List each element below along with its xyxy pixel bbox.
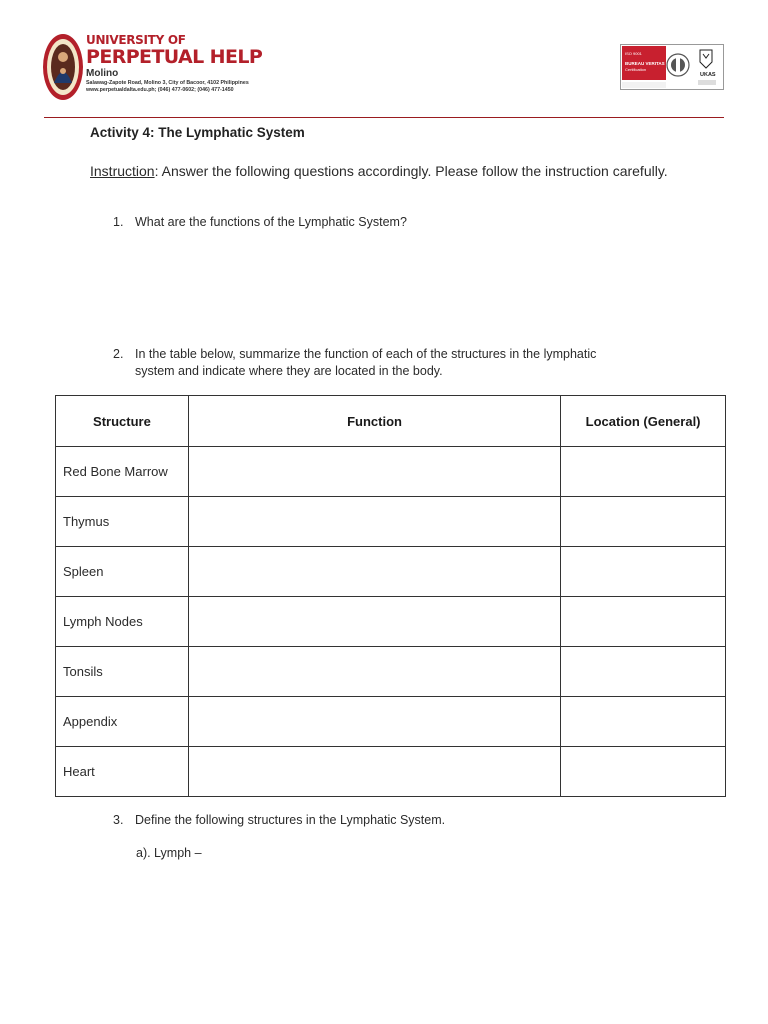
cert-bv-text: BUREAU VERITAS bbox=[625, 61, 665, 66]
cert-ukas-text: UKAS bbox=[700, 72, 716, 78]
table-row bbox=[56, 697, 726, 747]
university-address: Salawag-Zapote Road, Molino 3, City of Bacoor, 4102 Philippines bbox=[86, 80, 249, 86]
header-divider bbox=[44, 117, 724, 118]
university-line1: UNIVERSITY OF bbox=[86, 33, 186, 47]
table-row bbox=[56, 747, 726, 797]
instruction-paragraph bbox=[90, 162, 690, 180]
location-cell[interactable] bbox=[561, 447, 726, 497]
table-row bbox=[56, 647, 726, 697]
define-item-lymph: a). Lymph – bbox=[136, 846, 202, 860]
university-line2: PERPETUAL HELP bbox=[86, 46, 263, 68]
table-row bbox=[56, 547, 726, 597]
function-cell[interactable] bbox=[188, 497, 560, 547]
location-cell[interactable] bbox=[561, 747, 726, 797]
question-1 bbox=[113, 214, 713, 234]
table-header-structure: Structure bbox=[56, 396, 189, 447]
document-header bbox=[0, 0, 768, 118]
structure-cell: Lymph Nodes bbox=[56, 597, 189, 647]
function-cell[interactable] bbox=[188, 547, 560, 597]
question-text: Define the following structures in the Lymphatic System. bbox=[135, 813, 446, 827]
function-cell[interactable] bbox=[188, 747, 560, 797]
location-cell[interactable] bbox=[561, 547, 726, 597]
structure-cell: Red Bone Marrow bbox=[56, 447, 189, 497]
question-text: In the table below, summarize the function of each of the structures in the lymphatic bbox=[135, 347, 597, 361]
structure-cell: Thymus bbox=[56, 497, 189, 547]
question-text: What are the functions of the Lymphatic System? bbox=[135, 215, 407, 229]
table-row bbox=[56, 447, 726, 497]
campus-name: Molino bbox=[86, 68, 119, 79]
table-row bbox=[56, 497, 726, 547]
function-cell[interactable] bbox=[188, 597, 560, 647]
question-number: 1. bbox=[113, 215, 124, 229]
table-header-location: Location (General) bbox=[561, 396, 726, 447]
function-cell[interactable] bbox=[188, 447, 560, 497]
table-row bbox=[56, 597, 726, 647]
location-cell[interactable] bbox=[561, 497, 726, 547]
structure-cell: Heart bbox=[56, 747, 189, 797]
cert-cert-text: Certification bbox=[625, 67, 647, 72]
university-seal-logo bbox=[42, 33, 84, 101]
structure-cell: Tonsils bbox=[56, 647, 189, 697]
question-3 bbox=[113, 812, 713, 832]
activity-title: Activity 4: The Lymphatic System bbox=[90, 125, 305, 140]
function-cell[interactable] bbox=[188, 647, 560, 697]
structure-cell: Spleen bbox=[56, 547, 189, 597]
certification-badge bbox=[620, 44, 724, 90]
table-header-row bbox=[56, 396, 726, 447]
location-cell[interactable] bbox=[561, 697, 726, 747]
lymphatic-structures-table bbox=[55, 395, 726, 797]
university-contact: www.perpetualdalta.edu.ph; (046) 477-0602; (046) 477-1450 bbox=[86, 87, 234, 93]
question-number: 3. bbox=[113, 813, 124, 827]
question-text-line2: system and indicate where they are located in the body. bbox=[135, 364, 443, 378]
question-number: 2. bbox=[113, 347, 124, 361]
cert-iso-text: ISO 9001 bbox=[625, 51, 642, 56]
instruction-text: : Answer the following questions accordingly. Please follow the instruction carefully. bbox=[154, 163, 668, 179]
university-name-block bbox=[86, 34, 262, 94]
function-cell[interactable] bbox=[188, 697, 560, 747]
table-header-function: Function bbox=[188, 396, 560, 447]
question-2 bbox=[113, 346, 733, 382]
location-cell[interactable] bbox=[561, 647, 726, 697]
instruction-label: Instruction bbox=[90, 163, 155, 179]
location-cell[interactable] bbox=[561, 597, 726, 647]
structure-cell: Appendix bbox=[56, 697, 189, 747]
